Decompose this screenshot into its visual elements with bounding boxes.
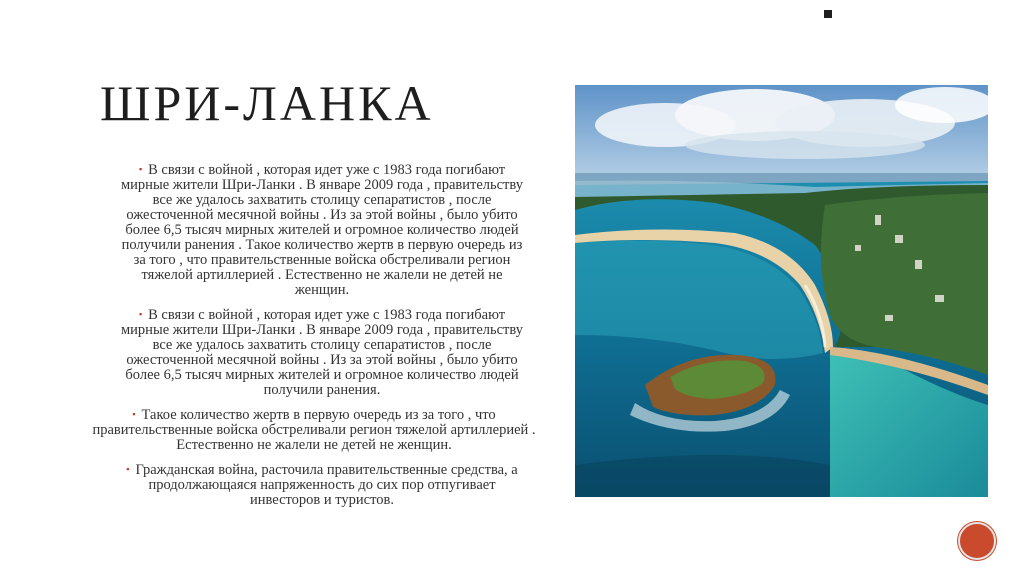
bullet-icon: ▪ [132,409,136,419]
bullet-icon: ▪ [138,309,143,319]
bullet-icon: ▪ [126,464,130,474]
paragraph-4 [86,462,542,508]
bullet-icon: ▪ [138,164,143,174]
paragraph-3 [86,407,542,453]
paragraph-text: Гражданская война, расточила правительственные средства, а продолжающаяся напряженность до сих пор отпугивает инвесторов и туристов. [135,462,518,508]
slide-body [86,162,542,517]
paragraph-2 [86,307,542,398]
coastline-aerial-photo [575,85,988,497]
paragraph-1 [86,162,542,298]
paragraph-text: Такое количество жертв в первую очередь из за того , что правительственные войска обстреливали регион тяжелой артиллерией . Естественно не жалели не детей не женщин. [92,407,536,453]
slide-corner-marker [824,10,832,18]
next-slide-button[interactable] [958,522,996,560]
slide-title: ШРИ-ЛАНКА [100,75,434,131]
paragraph-text: В связи с войной , которая идет уже с 1983 года погибают мирные жители Шри-Ланки . В январе 2009 года , правительству все же удалось захватить столицу сепаратистов , после ожесточенной месячной войны . Из за этой войны , было убито более 6,5 тысяч мирных жителей и огромное количество людей получили ранения . Такое количество жертв в первую очередь из за того , что правительственные войска обстреливали регион тяжелой артиллерией . Естественно не жалели не детей не женщин. [121,162,523,298]
paragraph-text: В связи с войной , которая идет уже с 1983 года погибают мирные жители Шри-Ланки . В январе 2009 года , правительству все же удалось захватить столицу сепаратистов , после ожесточенной месячной войны . Из за этой войны , было убито более 6,5 тысяч мирных жителей и огромное количество людей получили ранения. [121,307,523,398]
